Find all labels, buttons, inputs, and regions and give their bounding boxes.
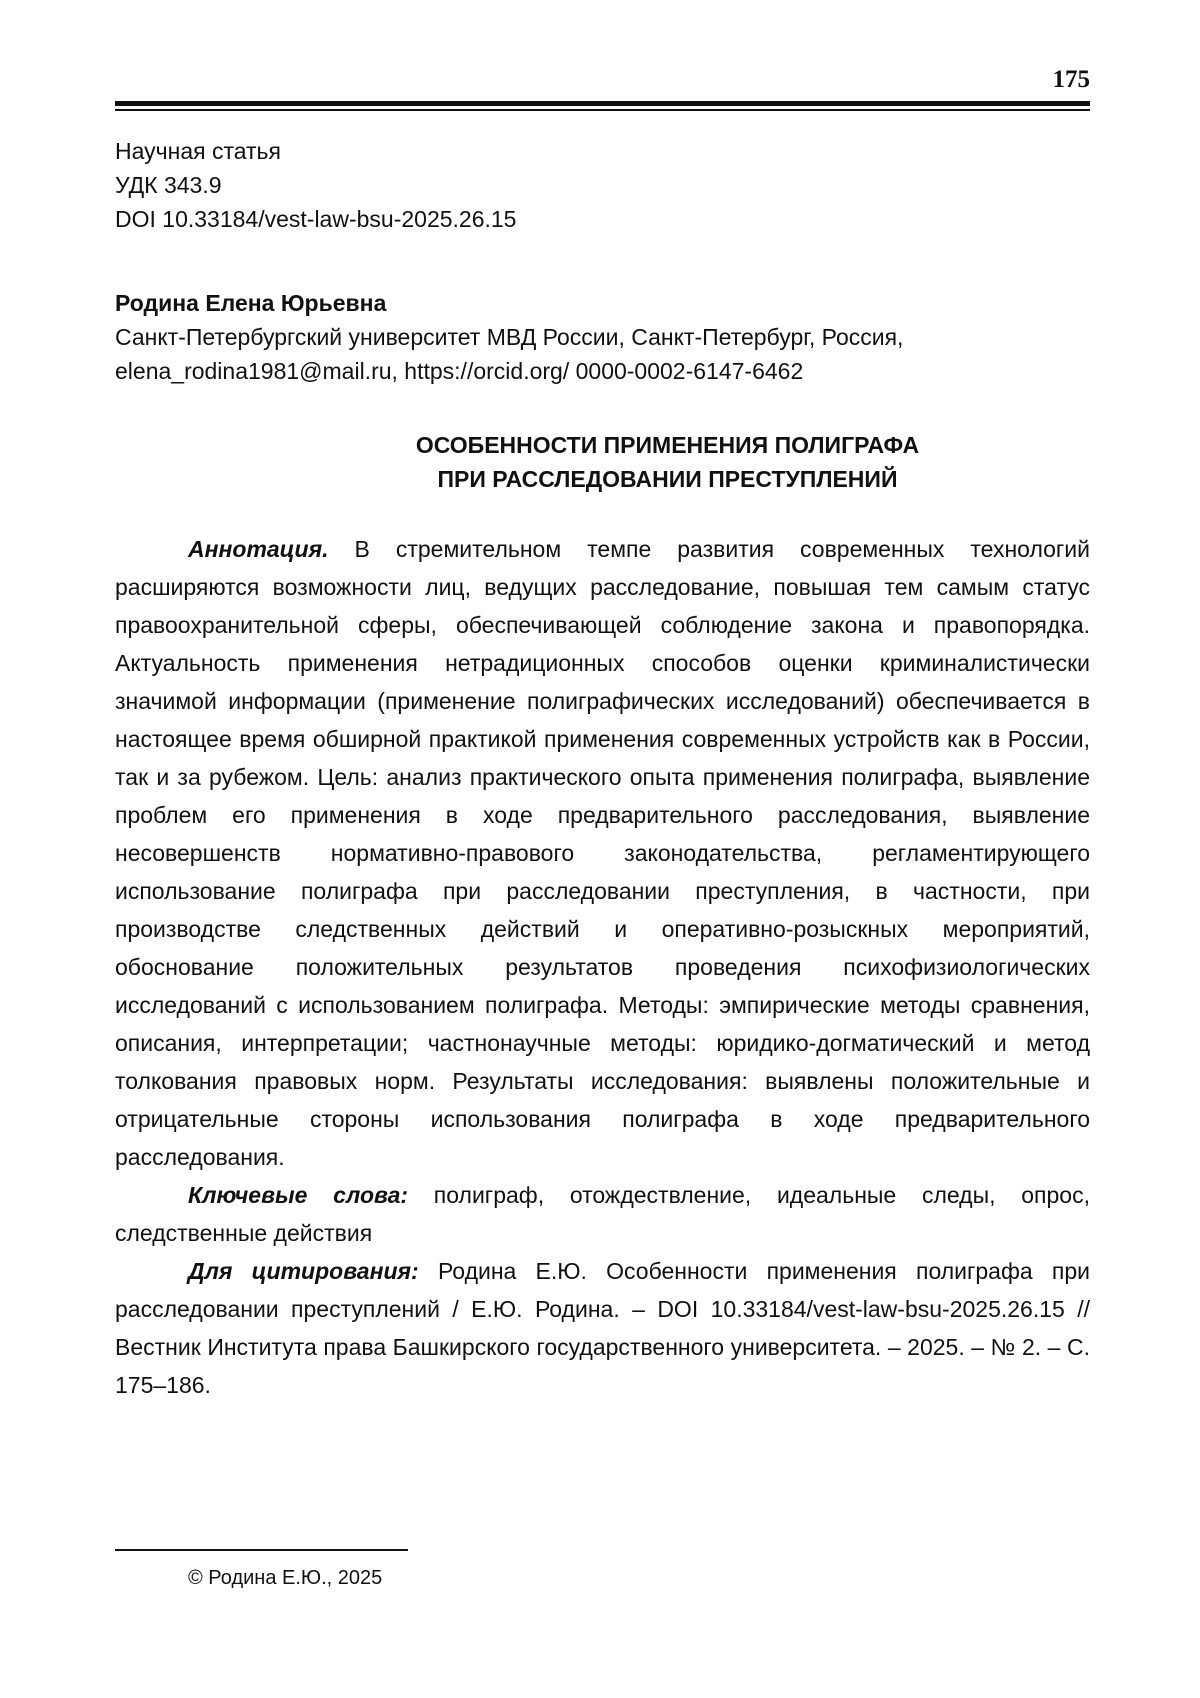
abstract-section: [115, 530, 1090, 1404]
keywords-text: полиграф, отождествление, идеальные следы, опрос, следственные действия: [115, 1182, 1090, 1246]
citation-paragraph: [115, 1252, 1090, 1404]
citation-text: Родина Е.Ю. Особенности применения полиграфа при расследовании преступлений / Е.Ю. Родина. – DOI 10.33184/vest-law-bsu-2025.26.15 // Вестник Института права Башкирского государственного университета. – 2025. – № 2. – С. 175–186.: [115, 1258, 1090, 1398]
title-line-2: ПРИ РАССЛЕДОВАНИИ ПРЕСТУПЛЕНИЙ: [437, 466, 898, 492]
abstract-text: В стремительном темпе развития современных технологий расширяются возможности лиц, ведущих расследование, повышая тем самым статус правоохранительной сферы, обеспечивающей соблюдение закона и правопорядка. Актуальность применения нетрадиционных способов оценки криминалистически значимой информации (применение полиграфических исследований) обеспечивается в настоящее время обширной практикой применения современных устройств как в России, так и за рубежом. Цель: анализ практического опыта применения полиграфа, выявление проблем его применения в ходе предварительного расследования, выявление несовершенств нормативно-правового законодательства, регламентирующего использование полиграфа при расследовании преступления, в частности, при производстве следственных действий и оперативно-розыскных мероприятий, обоснование положительных результатов проведения психофизиологических исследований с использованием полиграфа. Методы: эмпирические методы сравнения, описания, интерпретации; частнонаучные методы: юридико-догматический и метод толкования правовых норм. Результаты исследования: выявлены положительные и отрицательные стороны использования полиграфа в ходе предварительного расследования.: [115, 536, 1091, 1170]
author-contacts: elena_rodina1981@mail.ru, https://orcid.org/ 0000-0002-6147-6462: [115, 358, 804, 384]
title-line-1: ОСОБЕННОСТИ ПРИМЕНЕНИЯ ПОЛИГРАФА: [415, 432, 920, 458]
doi: DOI 10.33184/vest-law-bsu-2025.26.15: [115, 206, 517, 232]
citation-label: Для цитирования:: [188, 1258, 419, 1284]
abstract-label: Аннотация.: [188, 536, 329, 562]
article-title: [115, 428, 1090, 496]
article-meta: [115, 134, 516, 236]
header-rule-thin: [115, 109, 1090, 111]
keywords-label: Ключевые слова:: [188, 1182, 409, 1208]
keywords-paragraph: [115, 1176, 1090, 1252]
abstract-paragraph: [115, 530, 1090, 1176]
author-affiliation: Санкт-Петербургский университет МВД России, Санкт-Петербург, Россия,: [115, 324, 904, 350]
copyright-footnote: © Родина Е.Ю., 2025: [188, 1567, 383, 1589]
header-rule-thick: [115, 101, 1090, 106]
article-type: Научная статья: [115, 138, 281, 164]
author-name: Родина Елена Юрьевна: [115, 290, 387, 316]
footnote-rule: [115, 1549, 408, 1551]
udk: УДК 343.9: [115, 172, 222, 198]
page-number: 175: [1052, 66, 1090, 93]
author-block: [115, 286, 1090, 388]
